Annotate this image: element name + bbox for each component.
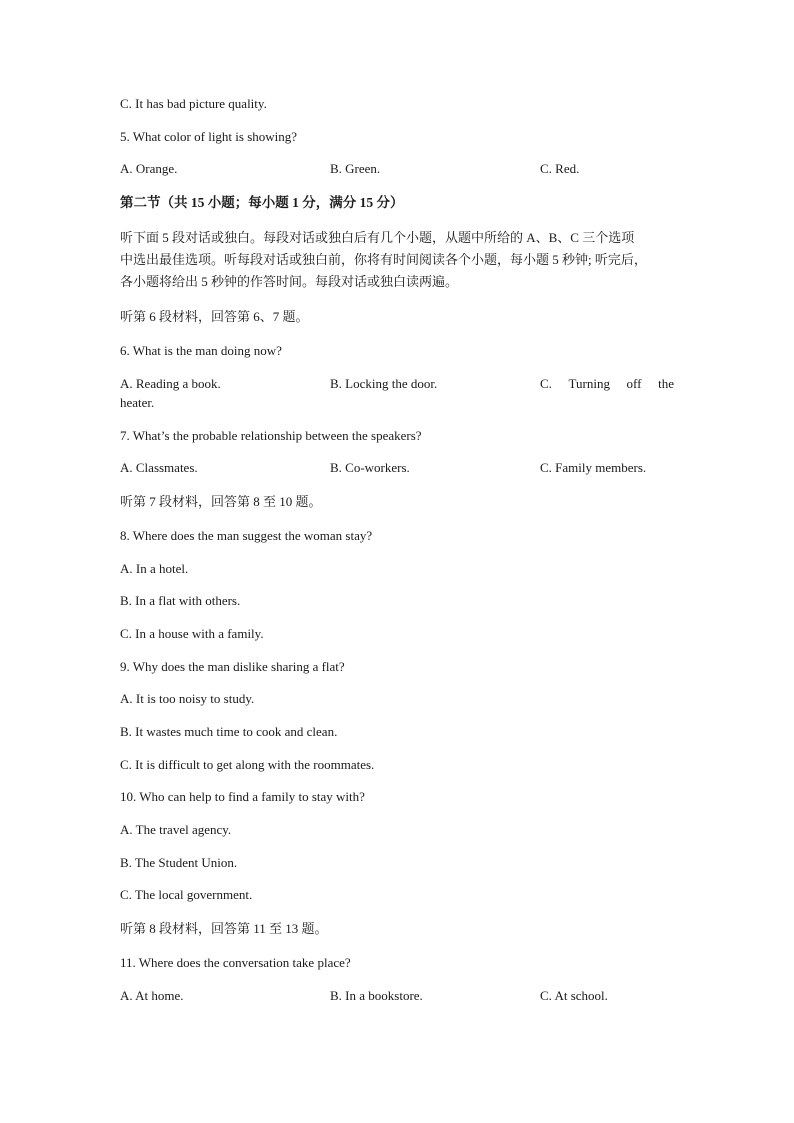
material-8-label: 听第 8 段材料，回答第 11 至 13 题。 <box>120 921 328 936</box>
q7-question: 7. What’s the probable relationship between the speakers? <box>120 428 422 443</box>
q11-option-a: A. At home. <box>120 988 184 1003</box>
q9-option-c: C. It is difficult to get along with the roommates. <box>120 757 375 772</box>
q6-question: 6. What is the man doing now? <box>120 343 282 358</box>
q5-option-a: A. Orange. <box>120 161 178 176</box>
q6-option-c <box>540 376 674 392</box>
q8-option-c: C. In a house with a family. <box>120 626 264 641</box>
q10-option-c: C. The local government. <box>120 887 253 902</box>
q5-question: 5. What color of light is showing? <box>120 129 298 144</box>
q5-option-b: B. Green. <box>330 161 381 176</box>
q6-option-c-word: Turning <box>568 376 610 391</box>
q6-option-c-continued: heater. <box>120 395 155 410</box>
q6-option-c-word: the <box>658 376 674 391</box>
material-7-label: 听第 7 段材料，回答第 8 至 10 题。 <box>120 494 322 509</box>
q6-option-a: A. Reading a book. <box>120 376 221 391</box>
material-6-label: 听第 6 段材料，回答第 6、7 题。 <box>120 309 309 324</box>
section-instructions <box>120 227 676 293</box>
q8-option-a: A. In a hotel. <box>120 561 189 576</box>
q7-option-a: A. Classmates. <box>120 460 198 475</box>
section-heading: 第二节（共 15 小题；每小题 1 分，满分 15 分） <box>120 195 404 210</box>
instruction-line: 各小题将给出 5 秒钟的作答时间。每段对话或独白读两遍。 <box>120 274 459 289</box>
q4-option-c: C. It has bad picture quality. <box>120 96 267 111</box>
q11-option-b: B. In a bookstore. <box>330 988 423 1003</box>
q9-question: 9. Why does the man dislike sharing a flat? <box>120 659 345 674</box>
q6-option-c-word: C. <box>540 376 552 391</box>
instruction-line: 听下面 5 段对话或独白。每段对话或独白后有几个小题，从题中所给的 A、B、C 三个选项 <box>120 230 635 245</box>
q8-question: 8. Where does the man suggest the woman stay? <box>120 528 373 543</box>
q8-option-b: B. In a flat with others. <box>120 593 241 608</box>
q11-question: 11. Where does the conversation take place? <box>120 955 351 970</box>
q11-option-c: C. At school. <box>540 988 608 1003</box>
q5-option-c: C. Red. <box>540 161 580 176</box>
q10-option-b: B. The Student Union. <box>120 855 238 870</box>
q7-option-b: B. Co-workers. <box>330 460 410 475</box>
q10-question: 10. Who can help to find a family to stay with? <box>120 789 365 804</box>
instruction-line: 中选出最佳选项。听每段对话或独白前，你将有时间阅读各个小题，每小题 5 秒钟; 听完后， <box>120 252 647 267</box>
q7-option-c: C. Family members. <box>540 460 647 475</box>
q6-option-b: B. Locking the door. <box>330 376 438 391</box>
q10-option-a: A. The travel agency. <box>120 822 232 837</box>
q6-option-c-word: off <box>626 376 642 391</box>
q9-option-a: A. It is too noisy to study. <box>120 691 255 706</box>
q9-option-b: B. It wastes much time to cook and clean. <box>120 724 338 739</box>
